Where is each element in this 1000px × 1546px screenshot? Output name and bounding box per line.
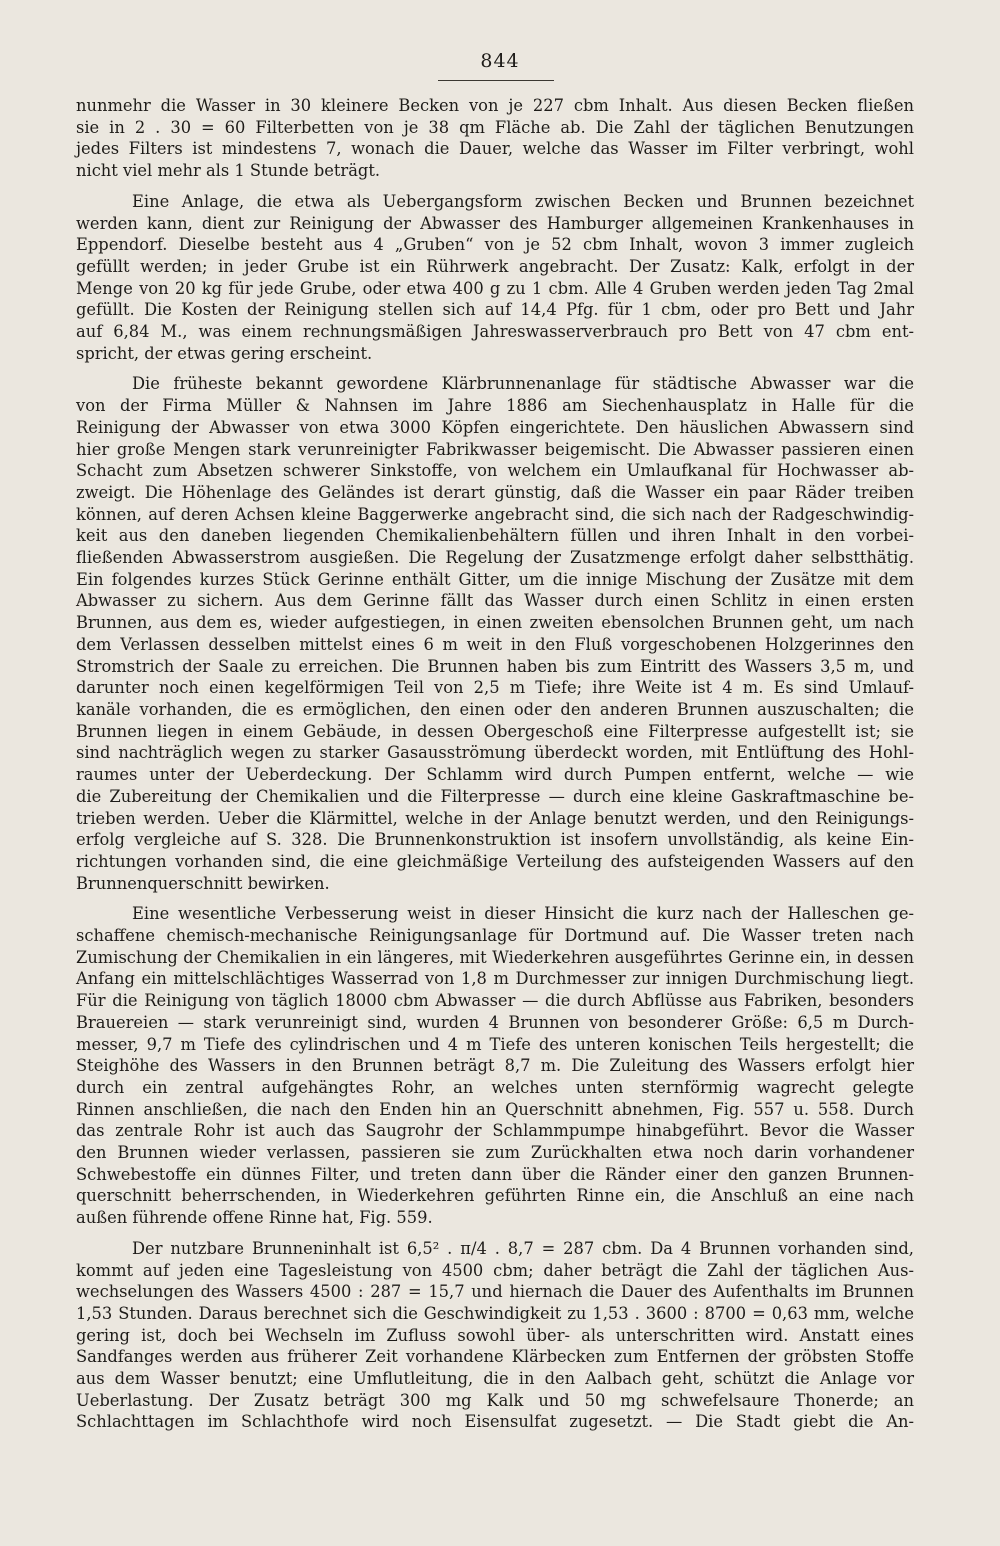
text-line: Für die Reinigung von täglich 18000 cbm Abwasser — die durch Abflüsse aus Fabriken, besonders: [76, 991, 914, 1011]
text-line: schaffene chemisch-mechanische Reinigungsanlage für Dortmund auf. Die Wasser treten nach: [76, 926, 914, 946]
text-line: gefüllt. Die Kosten der Reinigung stellen sich auf 14,4 Pfg. für 1 cbm, oder pro Bett und Jahr: [76, 300, 914, 320]
text-line: auf 6,84 M., was einem rechnungsmäßigen Jahreswasserverbrauch pro Bett von 47 cbm ent-: [76, 322, 914, 342]
text-line: Ueberlastung. Der Zusatz beträgt 300 mg Kalk und 50 mg schwefelsaure Thonerde; an: [76, 1390, 914, 1410]
text-line: Ein folgendes kurzes Stück Gerinne enthält Gitter, um die innige Mischung der Zusätze mit dem: [76, 569, 914, 589]
paragraph: [76, 903, 914, 1229]
text-line: Brunnen, aus dem es, wieder aufgestiegen, in einen zweiten ebensolchen Brunnen geht, um nach: [76, 613, 914, 633]
text-line: Anfang ein mittelschlächtiges Wasserrad von 1,8 m Durchmesser zur innigen Durchmischung liegt.: [76, 969, 914, 989]
text-line: durch ein zentral aufgehängtes Rohr, an welches unten sternförmig wagrecht gelegte: [76, 1077, 914, 1097]
text-line: raumes unter der Ueberdeckung. Der Schlamm wird durch Pumpen entfernt, welche — wie: [76, 765, 914, 785]
paragraph-gap: [76, 894, 914, 903]
text-line: den Brunnen wieder verlassen, passieren sie zum Zurückhalten etwa noch darin vorhandener: [76, 1143, 914, 1163]
text-line: von der Firma Müller & Nahnsen im Jahre 1886 am Siechenhausplatz in Halle für die: [76, 396, 914, 416]
text-line: wechselungen des Wassers 4500 : 287 = 15,7 und hiernach die Dauer des Aufenthalts im Brunnen: [76, 1282, 914, 1302]
text-line: Brunnen liegen in einem Gebäude, in dessen Obergeschoß eine Filterpresse aufgestellt ist; sie: [76, 721, 914, 741]
paragraph-gap: [76, 182, 914, 191]
paragraph: [76, 191, 914, 365]
text-line: Eine wesentliche Verbesserung weist in dieser Hinsicht die kurz nach der Halleschen ge-: [132, 904, 914, 924]
text-line: Brunnenquerschnitt bewirken.: [76, 873, 330, 893]
paragraph-gap: [76, 1229, 914, 1238]
text-line: Schwebestoffe ein dünnes Filter, und treten dann über die Ränder einer den ganzen Brunnen-: [76, 1164, 914, 1184]
text-line: spricht, der etwas gering erscheint.: [76, 343, 373, 363]
text-line: Schacht zum Absetzen schwerer Sinkstoffe, von welchem ein Umlaufkanal für Hochwasser ab-: [76, 461, 914, 481]
text-line: Rinnen anschließen, die nach den Enden hin an Querschnitt abnehmen, Fig. 557 u. 558. Durch: [76, 1099, 914, 1119]
text-line: außen führende offene Rinne hat, Fig. 559.: [76, 1208, 433, 1228]
body-text: [76, 95, 914, 1433]
text-line: Schlachttagen im Schlachthofe wird noch Eisensulfat zugesetzt. — Die Stadt giebt die An-: [76, 1412, 914, 1432]
text-line: dem Verlassen desselben mittelst eines 6 m weit in den Fluß vorgeschobenen Holzgerinnes den: [76, 634, 914, 654]
text-line: Eppendorf. Dieselbe besteht aus 4 „Gruben“ von je 52 cbm Inhalt, wovon 3 immer zugleich: [76, 235, 914, 255]
text-line: richtungen vorhanden sind, die eine gleichmäßige Verteilung des aufsteigenden Wassers auf den: [76, 851, 914, 871]
text-line: nunmehr die Wasser in 30 kleinere Becken von je 227 cbm Inhalt. Aus diesen Becken fließen: [76, 96, 914, 115]
paragraph-gap: [76, 364, 914, 373]
text-line: Menge von 20 kg für jede Grube, oder etwa 400 g zu 1 cbm. Alle 4 Gruben werden jeden Tag 2mal: [76, 278, 914, 298]
text-line: kommt auf jeden eine Tagesleistung von 4500 cbm; daher beträgt die Zahl der täglichen Aus-: [76, 1260, 914, 1280]
text-line: gering ist, doch bei Wechseln im Zufluss sowohl über- als unterschritten wird. Anstatt eines: [76, 1325, 914, 1345]
text-line: sie in 2 . 30 = 60 Filterbetten von je 38 qm Fläche ab. Die Zahl der täglichen Benutzungen: [76, 117, 914, 137]
text-line: hier große Mengen stark verunreinigter Fabrikwasser beigemischt. Die Abwasser passieren einen: [76, 439, 914, 459]
text-line: Zumischung der Chemikalien in ein längeres, mit Wiederkehren ausgeführtes Gerinne ein, in dessen: [76, 947, 914, 967]
text-line: Brauereien — stark verunreinigt sind, wurden 4 Brunnen von besonderer Größe: 6,5 m Durch-: [76, 1012, 914, 1032]
text-line: Abwasser zu sichern. Aus dem Gerinne fällt das Wasser durch einen Schlitz in einen ersten: [76, 591, 914, 611]
text-line: aus dem Wasser benutzt; eine Umflutleitung, die in den Aalbach geht, schützt die Anlage vor: [76, 1369, 914, 1389]
text-line: Reinigung der Abwasser von etwa 3000 Köpfen eingerichtete. Den häuslichen Abwassern sind: [76, 417, 914, 437]
text-line: 1,53 Stunden. Daraus berechnet sich die Geschwindigkeit zu 1,53 . 3600 : 8700 = 0,63 mm, welche: [76, 1303, 914, 1323]
paragraph: [76, 373, 914, 894]
text-line: die Zubereitung der Chemikalien und die Filterpresse — durch eine kleine Gaskraftmaschine be-: [76, 786, 914, 806]
text-line: sind nachträglich wegen zu starker Gasausströmung überdeckt worden, mit Entlüftung des Hohl-: [76, 743, 914, 763]
text-line: nicht viel mehr als 1 Stunde beträgt.: [76, 161, 381, 181]
text-line: zweigt. Die Höhenlage des Geländes ist derart günstig, daß die Wasser ein paar Räder treiben: [76, 482, 914, 502]
text-line: querschnitt beherrschenden, in Wiederkehren geführten Rinne ein, die Anschluß an eine nach: [76, 1186, 914, 1206]
page-number: 844: [480, 50, 520, 72]
header-rule: [438, 80, 554, 81]
text-line: jedes Filters ist mindestens 7, wonach die Dauer, welche das Wasser im Filter verbringt, wohl: [76, 139, 914, 159]
text-line: werden kann, dient zur Reinigung der Abwasser des Hamburger allgemeinen Krankenhauses in: [76, 213, 914, 233]
text-line: erfolg vergleiche auf S. 328. Die Brunnenkonstruktion ist insofern unvollständig, als keine Ein-: [76, 830, 914, 850]
text-line: trieben werden. Ueber die Klärmittel, welche in der Anlage benutzt werden, und den Reinigungs-: [76, 808, 914, 828]
text-line: messer, 9,7 m Tiefe des cylindrischen und 4 m Tiefe des unteren konischen Teils hergestellt; die: [76, 1034, 914, 1054]
text-line: Sandfanges werden aus früherer Zeit vorhandene Klärbecken zum Entfernen der gröbsten Stoffe: [76, 1347, 914, 1367]
text-line: Eine Anlage, die etwa als Uebergangsform zwischen Becken und Brunnen bezeichnet: [132, 191, 914, 211]
text-line: gefüllt werden; in jeder Grube ist ein Rührwerk angebracht. Der Zusatz: Kalk, erfolgt in der: [76, 256, 914, 276]
text-line: Der nutzbare Brunneninhalt ist 6,5² . π/4 . 8,7 = 287 cbm. Da 4 Brunnen vorhanden sind,: [132, 1238, 914, 1258]
text-line: keit aus den daneben liegenden Chemikalienbehältern füllen und ihren Inhalt in den vorbei-: [76, 526, 914, 546]
paragraph: [76, 95, 914, 182]
text-line: Steighöhe des Wassers in den Brunnen beträgt 8,7 m. Die Zuleitung des Wassers erfolgt hier: [76, 1056, 914, 1076]
text-line: können, auf deren Achsen kleine Baggerwerke angebracht sind, die sich nach der Radgeschwindig-: [76, 504, 914, 524]
text-line: das zentrale Rohr ist auch das Saugrohr der Schlammpumpe hinabgeführt. Bevor die Wasser: [76, 1121, 914, 1141]
text-line: fließenden Abwasserstrom ausgießen. Die Regelung der Zusatzmenge erfolgt daher selbstthätig.: [76, 548, 914, 568]
text-line: darunter noch einen kegelförmigen Teil von 2,5 m Tiefe; ihre Weite ist 4 m. Es sind Umlauf-: [76, 678, 914, 698]
text-line: kanäle vorhanden, die es ermöglichen, den einen oder den anderen Brunnen auszuschalten; die: [76, 699, 914, 719]
text-line: Stromstrich der Saale zu erreichen. Die Brunnen haben bis zum Eintritt des Wassers 3,5 m, und: [76, 656, 914, 676]
text-line: Die früheste bekannt gewordene Klärbrunnenanlage für städtische Abwasser war die: [132, 374, 914, 394]
paragraph: [76, 1238, 914, 1433]
